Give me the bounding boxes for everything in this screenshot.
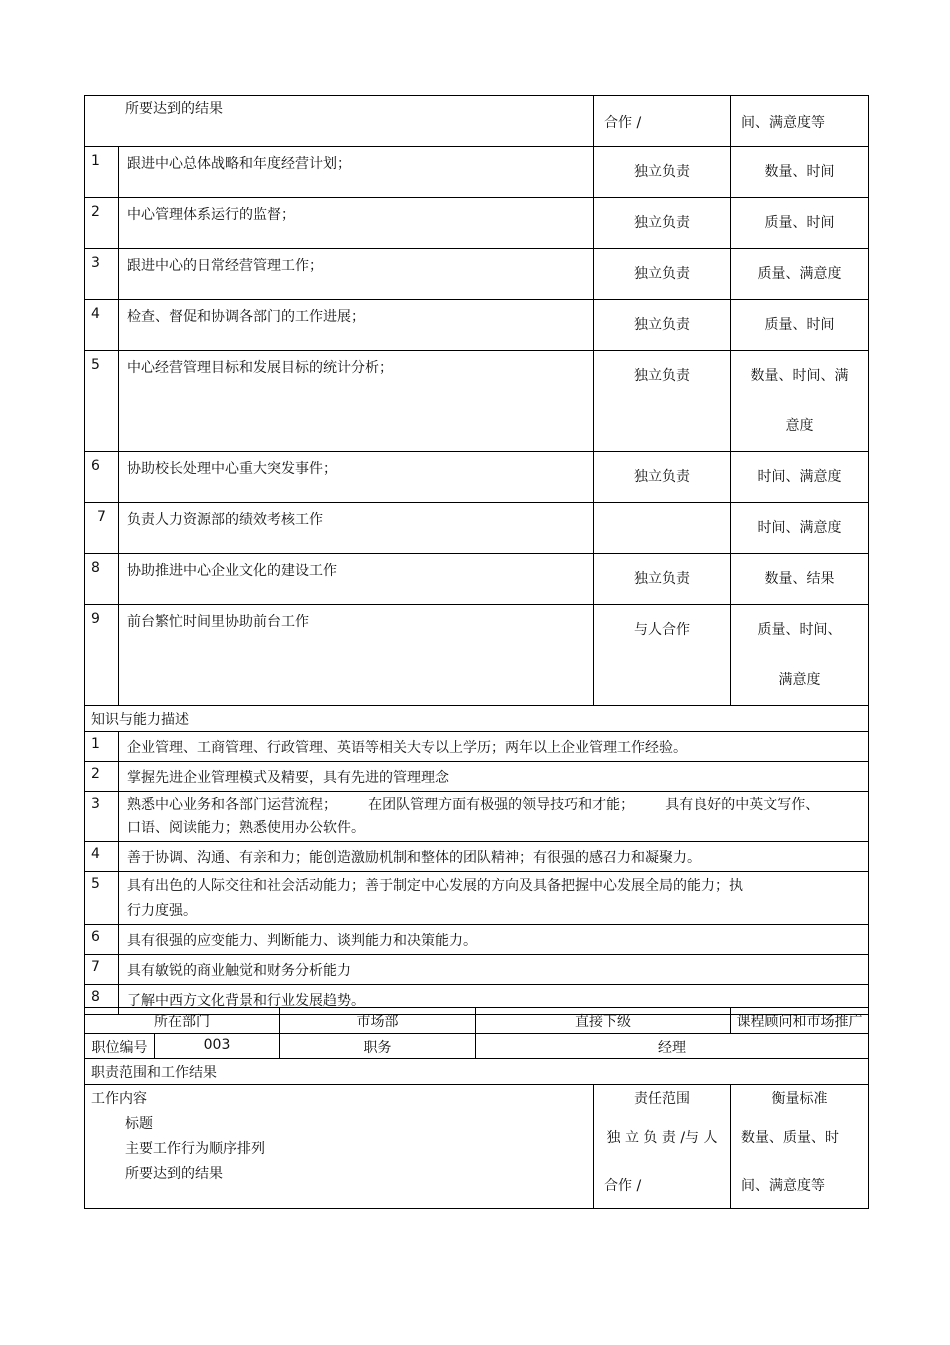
duty-resp	[594, 452, 731, 503]
knowledge-text-line: 企业管理、工商管理、行政管理、英语等相关大专以上学历；两年以上企业管理工作经验。	[127, 740, 687, 756]
table-row	[85, 198, 869, 249]
duty-meas	[731, 198, 869, 249]
table-row	[85, 554, 869, 605]
resp-line-3: 合作 /	[604, 1178, 642, 1194]
duty-meas-text: 数量、结果	[764, 571, 835, 587]
knowledge-text	[119, 842, 869, 872]
dept-value: 市场部	[280, 1008, 476, 1034]
duty-meas-text-2: 意度	[785, 418, 814, 434]
table-row	[85, 503, 869, 554]
table-row	[85, 147, 869, 198]
list-item	[85, 925, 869, 955]
knowledge-text-line: 具有出色的人际交往和社会活动能力；善于制定中心发展的方向及具备把握中心发展全局的能力；执	[127, 878, 743, 894]
resp-tail: 合作 /	[594, 96, 731, 147]
duty-resp-text: 独立负责	[634, 266, 690, 282]
content-row	[85, 1085, 869, 1209]
duty-resp	[594, 554, 731, 605]
duty-num: 5	[85, 351, 119, 452]
list-item	[85, 955, 869, 985]
duty-task: 中心经营管理目标和发展目标的统计分析；	[119, 351, 594, 452]
table-row	[85, 249, 869, 300]
duty-resp-text: 独立负责	[634, 368, 690, 384]
knowledge-num: 7	[85, 955, 119, 985]
duty-task: 协助推进中心企业文化的建设工作	[119, 554, 594, 605]
duty-meas-text: 数量、时间、满	[750, 368, 849, 384]
duty-table	[84, 95, 869, 1015]
duty-resp	[594, 605, 731, 706]
content-item: 主要工作行为顺序排列	[125, 1141, 265, 1157]
meas-tail: 间、满意度等	[731, 96, 869, 147]
list-item	[85, 762, 869, 792]
dept-label: 所在部门	[85, 1008, 280, 1034]
duty-task: 前台繁忙时间里协助前台工作	[119, 605, 594, 706]
meas-cell	[731, 1085, 869, 1209]
duty-resp	[594, 503, 731, 554]
duty-meas-text: 质量、时间	[764, 215, 835, 231]
list-item	[85, 732, 869, 762]
resp-line-2: 独 立 负 责 /与 人	[606, 1130, 718, 1146]
duty-meas	[731, 300, 869, 351]
meas-line-3: 间、满意度等	[741, 1178, 825, 1194]
title-value: 经理	[476, 1034, 869, 1059]
content-cell	[85, 1085, 594, 1209]
duty-num: 3	[85, 249, 119, 300]
list-item	[85, 872, 869, 925]
position-table	[84, 1007, 869, 1209]
duty-meas-text: 质量、时间、	[757, 622, 842, 638]
knowledge-text-line: 具有敏锐的商业触觉和财务分析能力	[127, 963, 351, 979]
knowledge-text	[119, 732, 869, 762]
duty-resp	[594, 147, 731, 198]
resp-label: 责任范围	[634, 1091, 690, 1107]
result-label: 所要达到的结果	[85, 96, 594, 147]
knowledge-num: 4	[85, 842, 119, 872]
scope-title: 职责范围和工作结果	[85, 1059, 869, 1085]
duty-resp-text: 独立负责	[634, 317, 690, 333]
table-row	[85, 300, 869, 351]
duty-resp-text: 独立负责	[634, 215, 690, 231]
duty-meas-text: 质量、满意度	[757, 266, 842, 282]
knowledge-text	[119, 872, 869, 925]
content-item: 标题	[125, 1116, 153, 1132]
knowledge-text	[119, 955, 869, 985]
duty-meas	[731, 249, 869, 300]
title-label: 职务	[280, 1034, 476, 1059]
duty-num: 9	[85, 605, 119, 706]
duty-resp	[594, 351, 731, 452]
duty-task: 跟进中心的日常经营管理工作；	[119, 249, 594, 300]
knowledge-text	[119, 925, 869, 955]
knowledge-text-line-2: 行力度强。	[127, 903, 197, 919]
duty-resp	[594, 198, 731, 249]
knowledge-text-line: 掌握先进企业管理模式及精要，具有先进的管理理念	[127, 770, 449, 786]
content-label: 工作内容	[91, 1091, 147, 1107]
scope-row	[85, 1059, 869, 1085]
table-row	[85, 452, 869, 503]
knowledge-text-line: 熟悉中心业务和各部门运营流程； 在团队管理方面有极强的领导技巧和才能； 具有良好的中英文写作、	[127, 797, 820, 813]
sub-value: 课程顾问和市场推广	[731, 1008, 869, 1034]
content-item: 所要达到的结果	[125, 1166, 223, 1182]
pos-no-value: 003	[155, 1034, 280, 1059]
duty-meas-text: 时间、满意度	[757, 520, 842, 536]
list-item	[85, 792, 869, 842]
duty-task: 跟进中心总体战略和年度经营计划；	[119, 147, 594, 198]
knowledge-text-line-2: 口语、阅读能力；熟悉使用办公软件。	[127, 820, 365, 836]
duty-task: 负责人力资源部的绩效考核工作	[119, 503, 594, 554]
position-row	[85, 1034, 869, 1059]
pos-no-label: 职位编号	[85, 1034, 155, 1059]
duty-meas	[731, 452, 869, 503]
knowledge-num: 1	[85, 732, 119, 762]
duty-meas-text: 质量、时间	[764, 317, 835, 333]
duty-task: 检查、督促和协调各部门的工作进展；	[119, 300, 594, 351]
duty-num: 1	[85, 147, 119, 198]
knowledge-text-line: 了解中西方文化背景和行业发展趋势。	[127, 993, 365, 1009]
duty-resp-text: 独立负责	[634, 469, 690, 485]
knowledge-num: 5	[85, 872, 119, 925]
list-item	[85, 842, 869, 872]
meas-line-2: 数量、质量、时	[741, 1130, 839, 1146]
duty-task: 中心管理体系运行的监督；	[119, 198, 594, 249]
duty-meas-text-2: 满意度	[778, 672, 821, 688]
table-row	[85, 605, 869, 706]
duty-meas	[731, 147, 869, 198]
table-row	[85, 351, 869, 452]
duty-num: 6	[85, 452, 119, 503]
knowledge-text-line: 具有很强的应变能力、判断能力、谈判能力和决策能力。	[127, 933, 477, 949]
duty-num: 2	[85, 198, 119, 249]
duty-resp	[594, 249, 731, 300]
duty-meas	[731, 351, 869, 452]
duty-num: 7	[85, 503, 119, 554]
duty-meas	[731, 503, 869, 554]
knowledge-title-row	[85, 706, 869, 732]
duty-resp	[594, 300, 731, 351]
knowledge-num: 3	[85, 792, 119, 842]
knowledge-text	[119, 792, 869, 842]
knowledge-num: 8	[85, 985, 119, 1015]
meas-label: 衡量标准	[771, 1091, 828, 1107]
resp-cell	[594, 1085, 731, 1209]
sub-label: 直接下级	[476, 1008, 731, 1034]
duty-resp-text: 与人合作	[634, 622, 690, 638]
duty-num: 4	[85, 300, 119, 351]
duty-meas-text: 时间、满意度	[757, 469, 842, 485]
dept-row	[85, 1008, 869, 1034]
header-row	[85, 96, 869, 147]
duty-resp-text: 独立负责	[634, 164, 690, 180]
duty-meas	[731, 554, 869, 605]
duty-meas	[731, 605, 869, 706]
duty-num: 8	[85, 554, 119, 605]
knowledge-num: 6	[85, 925, 119, 955]
duty-task: 协助校长处理中心重大突发事件；	[119, 452, 594, 503]
knowledge-text	[119, 762, 869, 792]
knowledge-text-line: 善于协调、沟通、有亲和力；能创造激励机制和整体的团队精神；有很强的感召力和凝聚力。	[127, 850, 701, 866]
knowledge-title: 知识与能力描述	[85, 706, 869, 732]
knowledge-num: 2	[85, 762, 119, 792]
duty-meas-text: 数量、时间	[764, 164, 835, 180]
duty-resp-text: 独立负责	[634, 571, 690, 587]
